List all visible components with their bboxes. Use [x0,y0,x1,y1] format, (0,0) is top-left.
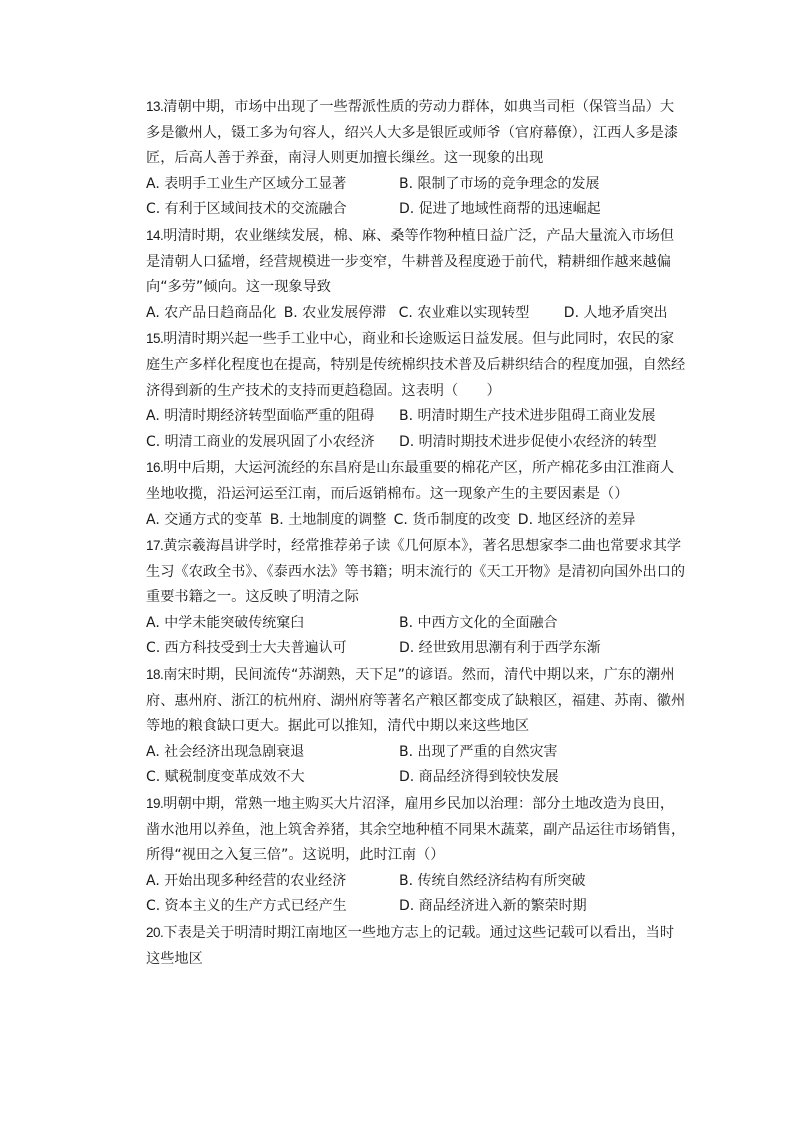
option-c[interactable]: C. 明清工商业的发展巩固了小农经济 [146,433,375,450]
question-stem: 明朝中期，常熟一地主购买大片沼泽，雇用乡民加以治理：部分土地改造为良田，凿水池用以养鱼，池上筑舍养猪，其余空地种植不同果木蔬菜，副产品运往市场销售，所得“视田之入复三倍”。这说明，此时江南（） [146,796,686,864]
question-17 [146,533,686,662]
option-d[interactable]: D. 地区经济的差异 [517,511,636,528]
question-stem: 清朝中期，市场中出现了一些帮派性质的劳动力群体，如典当司柜（保管当品）大多是徽州人，镊工多为句容人，绍兴人大多是银匠或师爷（官府幕僚），江西人多是漆匠，后高人善于养蚕，南浔人则更加擅长缫丝。这一现象的出现 [146,99,679,167]
options [146,301,686,327]
option-d[interactable]: D. 商品经济进入新的繁荣时期 [399,898,587,915]
options [146,611,686,662]
option-c[interactable]: C. 农业难以实现转型 [398,304,530,321]
question-number: 16. [146,460,164,476]
question-number: 15. [146,331,164,347]
question-number: 18. [146,667,164,683]
question-stem: 明清时期，农业继续发展，棉、麻、桑等作物种植日益广泛，产品大量流入市场但是清朝人口猛增，经营规模进一步变窄，牛耕普及程度逊于前代，精耕细作越来越偏向“多劳”倾向。这一现象导致 [146,227,675,296]
question-13 [146,94,686,223]
question-sheet [146,94,686,972]
option-a[interactable]: A. 社会经济出现急剧衰退 [146,743,305,760]
options [146,404,686,455]
option-d[interactable]: D. 商品经济得到较快发展 [399,769,559,786]
option-a[interactable]: A. 表明手工业生产区域分工显著 [146,175,347,192]
option-d[interactable]: D. 人地矛盾突出 [563,304,668,321]
option-a[interactable]: A. 开始出现多种经营的农业经济 [146,872,347,889]
option-b[interactable]: B. 传统自然经济结构有所突破 [399,872,586,889]
option-b[interactable]: B. 土地制度的调整 [269,511,387,528]
question-number: 19. [146,796,164,812]
option-d[interactable]: D. 明清时期技术进步促使小农经济的转型 [399,433,657,450]
option-d[interactable]: D. 促进了地域性商帮的迅速崛起 [399,201,601,218]
question-number: 20. [146,925,164,940]
question-16 [146,455,686,533]
question-18 [146,662,686,791]
question-stem: 明清时期兴起一些手工业中心，商业和长途贩运日益发展。但与此同时，农民的家庭生产多样化程度也在提高，特别是传统棉织技术普及后耕织结合的程度加强，自然经济得到新的生产技术的支持而更趋稳固。这表明（ ） [146,331,686,399]
options [146,740,686,791]
option-c[interactable]: C. 资本主义的生产方式已经产生 [146,898,347,915]
option-b[interactable]: B. 明清时期生产技术进步阻碍工商业发展 [399,408,656,425]
question-number: 13. [146,99,164,114]
option-b[interactable]: B. 中西方文化的全面融合 [399,614,558,631]
option-a[interactable]: A. 明清时期经济转型面临严重的阻碍 [146,408,375,425]
option-b[interactable]: B. 出现了严重的自然灾害 [399,743,558,760]
options [146,869,686,920]
option-a[interactable]: A. 交通方式的变革 [146,511,263,528]
option-c[interactable]: C. 有利于区域间技术的交流融合 [146,201,347,218]
question-14 [146,223,686,326]
question-stem: 下表是关于明清时期江南地区一些地方志上的记载。通过这些记载可以看出，当时这些地区 [146,925,675,967]
option-b[interactable]: B. 限制了市场的竞争理念的发展 [399,175,600,192]
question-number: 14. [146,227,164,243]
option-a[interactable]: A. 中学未能突破传统窠臼 [146,614,305,631]
option-c[interactable]: C. 货币制度的改变 [393,511,511,528]
question-19 [146,791,686,920]
options [146,508,686,534]
question-20 [146,920,686,972]
question-stem: 南宋时期，民间流传“苏湖熟，天下足”的谚语。然而，清代中期以来，广东的潮州府、惠州府、浙江的杭州府、湖州府等著名产粮区都变成了缺粮区，福建、苏南、徽州等地的粮食缺口更大。据此可以推知，清代中期以来这些地区 [146,667,686,735]
option-c[interactable]: C. 赋税制度变革成效不大 [146,769,305,786]
option-b[interactable]: B. 农业发展停滞 [283,304,387,321]
option-d[interactable]: D. 经世致用思潮有利于西学东渐 [399,640,601,657]
option-a[interactable]: A. 农产品日趋商品化 [146,304,277,321]
question-stem: 明中后期，大运河流经的东昌府是山东最重要的棉花产区，所产棉花多由江淮商人坐地收揽，沿运河运至江南，而后返销棉布。这一现象产生的主要因素是（） [146,460,675,502]
question-stem: 黄宗羲海昌讲学时，经常推荐弟子读《几何原本》，著名思想家李二曲也常要求其学生习《农政全书》、《泰西水法》等书籍；明末流行的《天工开物》是清初向国外出口的重要书籍之一。这反映了明清之际 [146,538,686,606]
question-15 [146,326,686,455]
option-c[interactable]: C. 西方科技受到士大夫普遍认可 [146,640,347,657]
question-number: 17. [146,538,164,554]
options [146,172,686,223]
